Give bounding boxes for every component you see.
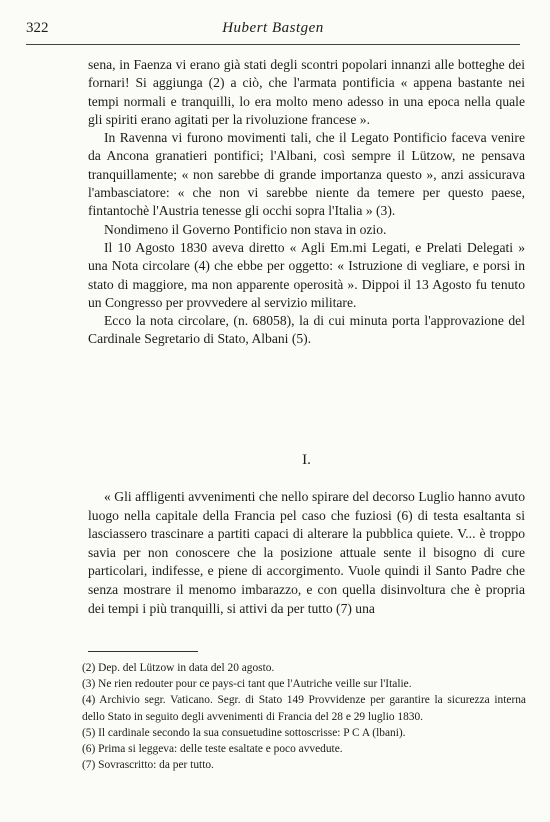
footnote-7: (7) Sovrascritto: da per tutto. xyxy=(82,759,214,772)
footnote-4: (4) Archivio segr. Vaticano. Segr. di Stato 149 Provvidenze per garantire la sicurezza interna dello Stato in seguito degli avvenimenti di Francia del 28 e 29 luglio 1830. xyxy=(82,694,526,723)
paragraph-1: sena, in Faenza vi erano già stati degli scontri popolari innanzi alle botteghe dei fornari! Si aggiunga (2) a ciò, che l'armata pontificia « appena bastante nei tempi normali e tranquilli, lo era molto meno adesso in una epoca nella quale gli spiriti erano agitati per la rivoluzione francese ». xyxy=(88,57,525,127)
footnote-3: (3) Ne rien redouter pour ce pays-ci tant que l'Autriche veille sur l'Italie. xyxy=(82,678,412,691)
header-rule xyxy=(26,44,520,45)
paragraph-4: Il 10 Agosto 1830 aveva diretto « Agli Em.mi Legati, e Prelati Delegati » una Nota circolare (4) che ebbe per oggetto: « Istruzione di vegliare, e porsi in stato di maggiore, ma non apparente operosità ». Dippoi il 13 Agosto fu tenuto un Congresso per provvedere al servizio militare. xyxy=(88,239,525,310)
quote-paragraph: « Gli affligenti avvenimenti che nello spirare del decorso Luglio hanno avuto luogo nella capitale della Francia pel caso che fuziosi (6) di testa esaltanta si lasciassero trascinare a partiti capaci di alterare la pubblica quiete. V... è troppo savia per non conoscere che la posizione attuale sente il bisogno di cure particolari, indifesse, e piene di accorgimento. Vuole quindi il Santo Padre che senza mostrare il menomo imbarazzo, e con quella disinvoltura che è propria dei tempi i più tranquilli, si attivi da per tutto (7) una xyxy=(88,489,525,616)
page-header xyxy=(26,20,520,42)
main-text xyxy=(88,56,525,349)
running-title: Hubert Bastgen xyxy=(222,20,324,36)
footnote-5: (5) Il cardinale secondo la sua consuetudine sottoscrisse: P C A (lbani). xyxy=(82,726,406,739)
section-heading: I. xyxy=(302,452,311,468)
quoted-circular xyxy=(88,488,525,618)
footnote-rule xyxy=(88,651,198,652)
page-number: 322 xyxy=(26,20,49,36)
paragraph-2: In Ravenna vi furono movimenti tali, che il Legato Pontificio faceva venire da Ancona granatieri pontifici; l'Albani, così sempre il Lützow, ne pensava tranquillamente; « non sarebbe di grande importanza questo », anzi assicurava l'ambasciatore: « che non vi sarebbe niente da temere per questo paese, fintantochè l'Austria tenesse gli occhi sopra l'Italia » (3). xyxy=(88,130,525,219)
footnote-2: (2) Dep. del Lützow in data del 20 agosto. xyxy=(82,662,275,674)
paragraph-3: Nondimeno il Governo Pontificio non stava in ozio. xyxy=(104,221,387,237)
footnotes xyxy=(82,660,526,773)
footnote-6: (6) Prima si leggeva: delle teste esaltate e poco avvedute. xyxy=(82,743,343,756)
paragraph-5: Ecco la nota circolare, (n. 68058), la di cui minuta porta l'approvazione del Cardinale Segretario di Stato, Albani (5). xyxy=(88,313,525,347)
